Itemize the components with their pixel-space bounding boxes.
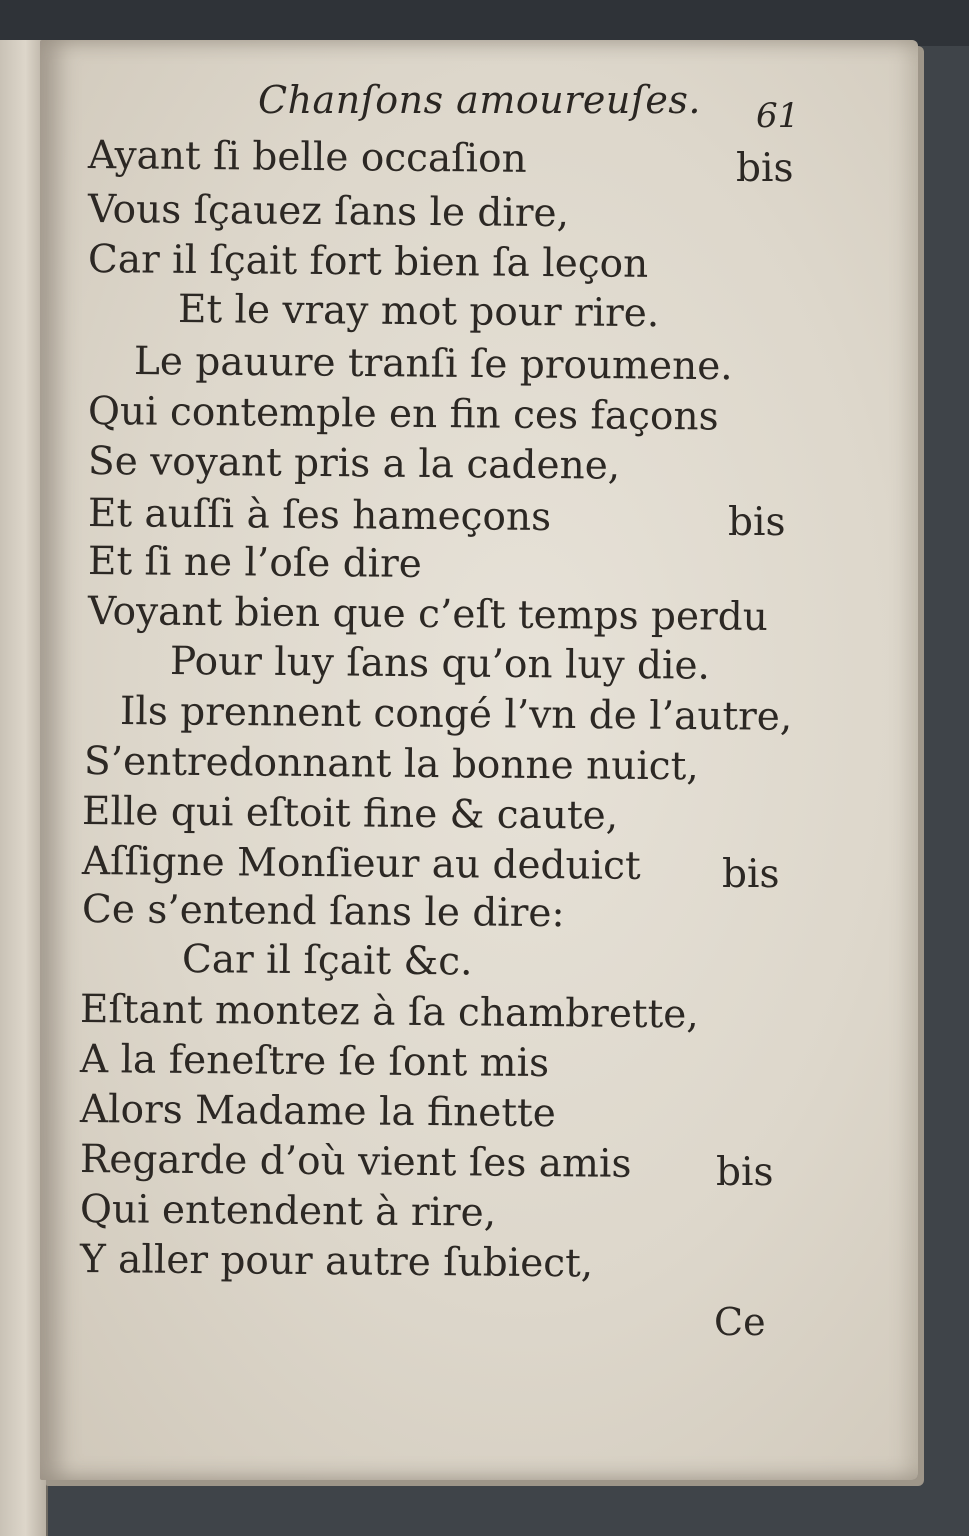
verse-line: Aſſigne Monſieur au deduict [81,839,641,889]
verse-line: Se voyant pris a la cadene, [87,439,621,489]
verse-line: Et le vray mot pour rire. [177,287,660,337]
page-number: 61 [756,96,800,136]
verse-line: Le pauure tranſi ſe proumene. [133,339,733,390]
verse-line: Voyant bien que c’eſt temps perdu [87,589,769,640]
verse-line: Car il ſçait fort bien ſa leçon [87,237,649,287]
verse-line: Pour luy ſans qu’on luy die. [169,639,711,689]
verse-line: Vous ſçauez ſans le dire, [87,187,570,237]
catchword: Ce [714,1300,766,1344]
verse-line: Et ſi ne l’oſe dire [87,539,423,587]
verse-line: Et auſſi à ſes hameçons [87,491,552,541]
verse-line: Alors Madame la finette [79,1087,556,1137]
refrain-mark: bis [716,1150,774,1195]
verse-line: S’entredonnant la bonne nuict, [83,739,699,790]
verse-line: Qui contemple en fin ces façons [87,389,719,440]
running-head: Chanſons amoureuſes. [258,78,701,122]
verse-line: Ayant ſi belle occaſion [87,133,527,182]
verse-line: Ce s’entend ſans le dire: [81,887,565,937]
verse-line: Y aller pour autre ſubiect, [79,1237,594,1287]
verse-line: Elle qui eſtoit fine & caute, [81,789,619,839]
refrain-mark: bis [736,146,794,191]
verse-line: Car il ſçait &c. [181,937,473,985]
verse-line: Ils prennent congé l’vn de l’autre, [119,689,793,740]
verse-line: A la feneſtre ſe ſont mis [79,1037,550,1087]
refrain-mark: bis [728,500,786,545]
verse-line: Eſtant montez à ſa chambrette, [79,987,699,1038]
refrain-mark: bis [722,852,780,897]
verse-line: Qui entendent à rire, [79,1187,497,1236]
verse-line: Regarde d’où vient ſes amis [79,1137,632,1187]
